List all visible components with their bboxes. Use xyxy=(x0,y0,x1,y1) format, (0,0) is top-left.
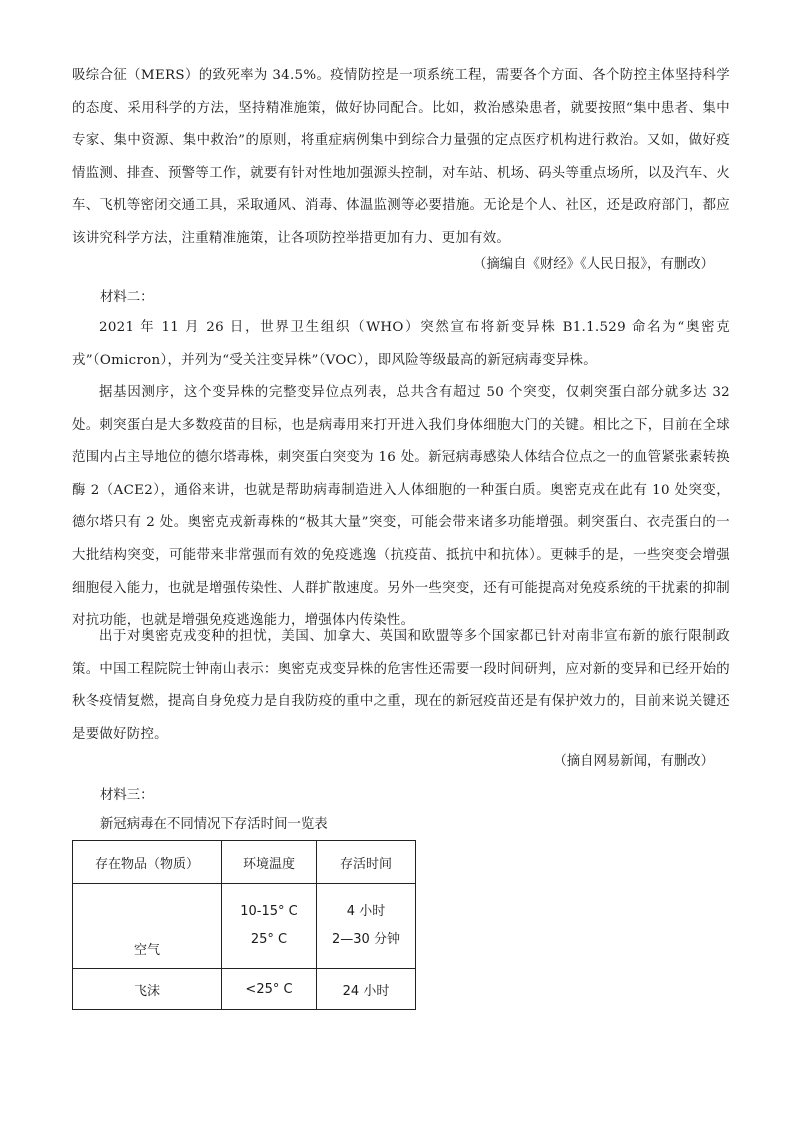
table-row-droplet xyxy=(73,969,416,1010)
material1-source: （摘编自《财经》《人民日报》，有删改） xyxy=(472,257,714,272)
material1-paragraph: 吸综合征（MERS）的致死率为 34.5%。疫情防控是一项系统工程，需要各个方面、各个防控主体坚持科学的态度、采用科学的方法，坚持精准施策，做好协同配合。比如，救治感染患者，就要按照“集中患者、集中专家、集中资源、集中救治”的原则，将重症病例集中到综合力量强的定点医疗机构进行救治。又如，做好疫情监测、排查、预警等工作，就要有针对性地加强源头控制，对车站、机场、码头等重点场所，以及汽车、火车、飞机等密闭交通工具，采取通风、消毒、体温监测等必要措施。无论是个人、社区，还是政府部门，都应该讲究科学方法，注重精准施策，让各项防控举措更加有力、更加有效。 xyxy=(72,68,730,246)
table-header-item: 存在物品（物质） xyxy=(73,841,222,884)
survival-time-table xyxy=(72,840,416,1010)
material2-paragraph2: 据基因测序，这个变异株的完整变异位点列表，总共含有超过 50 个突变，仅刺突蛋白部分就多达 32 处。刺突蛋白是大多数疫苗的目标，也是病毒用来打开进入我们身体细胞大门的关键。相比之下，目前在全球范围内占主导地位的德尔塔毒株，刺突蛋白突变为 16 处。新冠病毒感染人体结合位点之一的血管紧张素转换酶 2（ACE2），通俗来讲，也就是帮助病毒制造进入人体细胞的一种蛋白质。奥密克戎在此有 10 处突变，德尔塔只有 2 处。奥密克戎新毒株的“极其大量”突变，可能会带来诸多功能增强。刺突蛋白、衣壳蛋白的一大批结构突变，可能带来非常强而有效的免疫逃逸（抗疫苗、抵抗中和抗体）。更棘手的是，一些突变会增强细胞侵入能力，也就是增强传染性、人群扩散速度。另外一些突变，还有可能提高对免疫系统的干扰素的抑制对抗功能，也就是增强免疫逃逸能力，增强体内传染性。 xyxy=(72,385,730,629)
table-header-row xyxy=(73,841,416,884)
cell-air-item: 空气 xyxy=(73,884,222,969)
cell-droplet-time: 24 小时 xyxy=(317,969,416,1010)
air-time-1: 4 小时 xyxy=(346,904,386,919)
cell-air-temperatures xyxy=(222,884,317,969)
air-temp-1: 10-15° C xyxy=(240,904,298,919)
cell-droplet-item: 飞沫 xyxy=(73,969,222,1010)
table-header-survival-time: 存活时间 xyxy=(317,841,416,884)
air-time-2: 2—30 分钟 xyxy=(332,932,400,947)
material2-paragraph3: 出于对奥密克戎变种的担忧，美国、加拿大、英国和欧盟等多个国家都已针对南非宣布新的旅行限制政策。中国工程院院士钟南山表示：奥密克戎变异株的危害性还需要一段时间研判，应对新的变异和已经开始的秋冬疫情复燃，提高自身免疫力是自我防疫的重中之重，现在的新冠疫苗还是有保护效力的，目前来说关键还是要做好防控。 xyxy=(72,629,730,742)
cell-air-times xyxy=(317,884,416,969)
material3-heading: 材料三： xyxy=(100,788,154,803)
cell-droplet-temperature: <25° C xyxy=(222,969,317,1010)
table-caption: 新冠病毒在不同情况下存活时间一览表 xyxy=(100,817,328,832)
material2-heading: 材料二： xyxy=(100,290,154,305)
air-temp-2: 25° C xyxy=(250,932,288,947)
material2-paragraph1: 2021 年 11 月 26 日，世界卫生组织（WHO）突然宣布将新变异株 B1.1.529 命名为“奥密克戎”（Omicron），并列为“受关注变异株”（VOC），即风险等级最高的新冠病毒变异株。 xyxy=(72,320,730,368)
table-row-air xyxy=(73,884,416,969)
table-header-temperature: 环境温度 xyxy=(222,841,317,884)
material2-source: （摘自网易新闻，有删改） xyxy=(553,754,714,769)
